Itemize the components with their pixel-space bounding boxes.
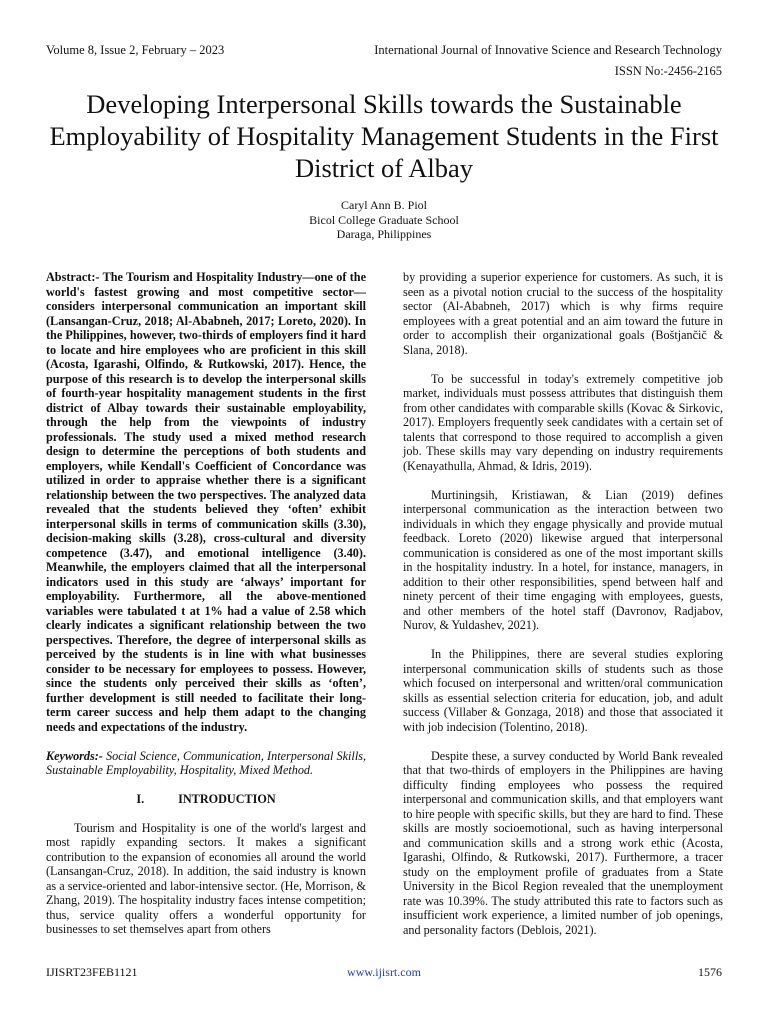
website-link[interactable]: www.ijisrt.com [347,965,421,979]
keywords [46,749,366,778]
section-title: INTRODUCTION [178,792,276,806]
body-paragraph: Murtiningsih, Kristiawan, & Lian (2019) defines interpersonal communication as the interaction between two individuals in which they engage physically and provide mutual feedback. Loreto (2020) likewise argued that interpersonal communication is considered as one of the most important skills in the hospitality industry. In a hotel, for instance, managers, in addition to their other responsibilities, spend between half and ninety percent of their time engaging with employees, guests, and other members of the hotel staff (Davronov, Radjabov, Nurov, & Yuldashev, 2021). [403,487,723,632]
keywords-text: Social Science, Communication, Interpersonal Skills, Sustainable Employability, Hospitality, Mixed Method. [46,748,366,777]
right-column [403,270,723,952]
author-affiliation: Bicol College Graduate School [309,212,459,227]
left-column [46,270,366,951]
body-paragraph: To be successful in today's extremely competitive job market, individuals must possess attributes that distinguish them from other candidates with comparable skills (Kovac & Sirkovic, 2017). Employers frequently seek candidates with a certain set of talents that correspond to those required to accomplish a given job. These skills may vary depending on industry requirements (Kenayathulla, Ahmad, & Idris, 2019). [403,371,723,473]
paper-title: Developing Interpersonal Skills towards the Sustainable Employability of Hospitality Management Students in the First District of Albay [49,89,719,183]
page-number: 1576 [698,965,722,979]
journal-name: International Journal of Innovative Science and Research Technology [374,43,722,57]
author-block [0,198,768,242]
abstract: Abstract:- The Tourism and Hospitality Industry—one of the world's fastest growing and most competitive sector—considers interpersonal communication an important skill (Lansangan-Cruz, 2018; Al-Ababneh, 2017; Loreto, 2020). In the Philippines, however, two-thirds of employers find it hard to locate and hire employees who are proficient in this skill (Acosta, Igarashi, Olfindo, & Rutkowski, 2017). Hence, the purpose of this research is to develop the interpersonal skills of fourth-year hospitality management students in the first district of Albay towards their sustainable employability, through the help from the viewpoints of industry professionals. The study used a mixed method research design to determine the perceptions of both students and employers, while Kendall's Coefficient of Concordance was utilized in order to appraise whether there is a significant relationship between the two perspectives. The analyzed data revealed that the students believed they ‘often’ exhibit interpersonal skills in terms of communication skills (3.30), decision-making skills (3.28), cross-cultural and diversity competence (3.47), and emotional intelligence (3.40). Meanwhile, the employers claimed that all the interpersonal indicators used in this study are ‘always’ important for employability. Furthermore, all the above-mentioned variables were tabulated t at 1% had a value of 2.58 which clearly indicates a significant relationship between the two perspectives. Therefore, the degree of interpersonal skills as perceived by the students is in line with what businesses consider to be necessary for employees to possess. However, since the students only perceived their skills as ‘often’, further development is still needed to facilitate their long-term career success and help them adapt to the changing needs and expectations of the industry. [46,270,366,734]
body-paragraph: by providing a superior experience for customers. As such, it is seen as a pivotal notion crucial to the success of the hospitality sector (Al-Ababneh, 2017) which is why firms require employees with a great potential and an aim toward the future in order to accomplish their organizational goals (Boštjančič & Slana, 2018). [403,270,723,357]
keywords-label: Keywords:- [46,748,103,763]
volume-issue: Volume 8, Issue 2, February – 2023 [46,43,225,57]
body-paragraph: Despite these, a survey conducted by World Bank revealed that that two-thirds of employers in the Philippines are having difficulty finding employees who possess the required interpersonal and communication skills, and that employers want to hire people with specific skills, but they are hard to find. These skills are mostly socioemotional, such as having interpersonal and communication skills and a strong work ethic (Acosta, Igarashi, Olfindo, & Rutkowski, 2017). Furthermore, a tracer study on the employment profile of graduates from a State University in the Bicol Region revealed that the unemployment rate was 10.39%. The study attributed this rate to factors such as insufficient work experience, a limited number of job openings, and personality factors (Deblois, 2021). [403,748,723,937]
body-paragraph: Tourism and Hospitality is one of the world's largest and most rapidly expanding sectors. It makes a significant contribution to the expansion of economies all around the world (Lansangan-Cruz, 2018). In addition, the said industry is known as a service-oriented and labor-intensive sector. (He, Morrison, & Zhang, 2019). The hospitality industry faces intense competition; thus, service quality offers a wonderful opportunity for businesses to set themselves apart from others [46,820,366,936]
paper-code: IJISRT23FEB1121 [46,965,138,979]
body-paragraph: In the Philippines, there are several studies exploring interpersonal communication skills of students such as those which focused on interpersonal and written/oral communication skills as essential selection criteria for education, job, and adult success (Villaber & Gonzaga, 2018) and those that associated it with job indecision (Tolentino, 2018). [403,647,723,734]
section-heading [46,792,366,807]
footer-website [0,965,768,980]
issn: ISSN No:-2456-2165 [614,64,722,78]
section-number: I. [136,792,145,806]
author-location: Daraga, Philippines [336,227,432,241]
author-name: Caryl Ann B. Piol [340,198,427,212]
